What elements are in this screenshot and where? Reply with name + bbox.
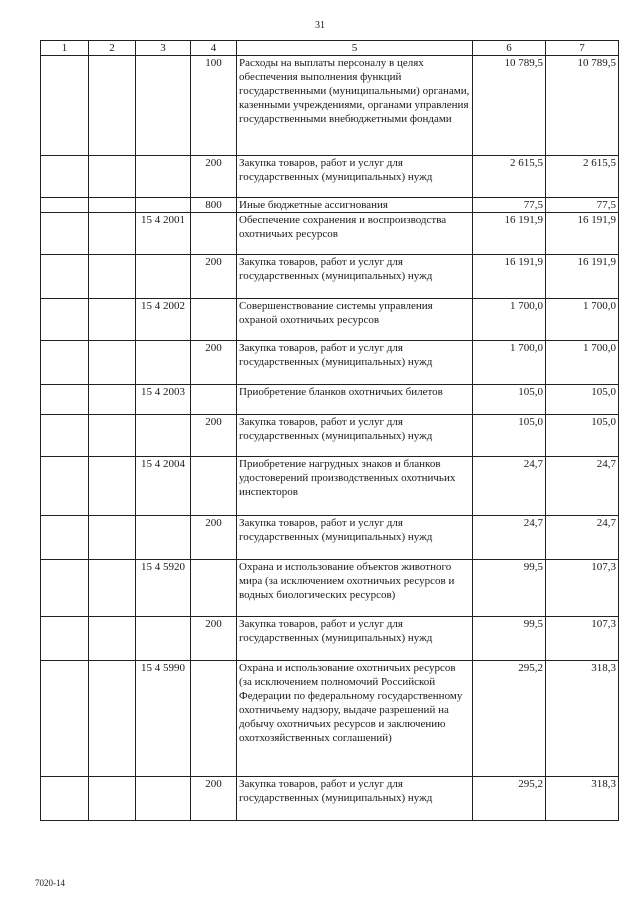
table-body xyxy=(41,56,619,821)
cell-expense-type: 200 xyxy=(191,516,237,560)
cell-amount-6: 16 191,9 xyxy=(473,255,546,299)
cell-col-1 xyxy=(41,516,89,560)
cell-amount-6: 295,2 xyxy=(473,777,546,821)
cell-description: Закупка товаров, работ и услуг для государственных (муниципальных) нужд xyxy=(237,617,473,661)
cell-amount-7: 105,0 xyxy=(546,385,619,415)
header-col-5: 5 xyxy=(237,41,473,56)
cell-expense-type xyxy=(191,299,237,341)
cell-amount-6: 295,2 xyxy=(473,661,546,777)
cell-amount-7: 16 191,9 xyxy=(546,213,619,255)
table-row xyxy=(41,777,619,821)
header-col-1: 1 xyxy=(41,41,89,56)
cell-col-2 xyxy=(89,457,136,516)
cell-amount-6: 99,5 xyxy=(473,560,546,617)
cell-amount-7: 105,0 xyxy=(546,415,619,457)
cell-target-code xyxy=(136,156,191,198)
cell-col-1 xyxy=(41,213,89,255)
cell-expense-type xyxy=(191,661,237,777)
cell-amount-7: 24,7 xyxy=(546,457,619,516)
cell-description: Приобретение нагрудных знаков и бланков удостоверений производственных охотничьих инспекторов xyxy=(237,457,473,516)
cell-col-2 xyxy=(89,777,136,821)
table-row xyxy=(41,56,619,156)
cell-expense-type: 800 xyxy=(191,198,237,213)
cell-description: Обеспечение сохранения и воспроизводства охотничьих ресурсов xyxy=(237,213,473,255)
cell-expense-type: 100 xyxy=(191,56,237,156)
cell-amount-7: 16 191,9 xyxy=(546,255,619,299)
table-row xyxy=(41,516,619,560)
header-col-6: 6 xyxy=(473,41,546,56)
cell-target-code xyxy=(136,341,191,385)
cell-col-1 xyxy=(41,198,89,213)
cell-description: Иные бюджетные ассигнования xyxy=(237,198,473,213)
cell-expense-type xyxy=(191,213,237,255)
cell-col-2 xyxy=(89,198,136,213)
cell-col-1 xyxy=(41,255,89,299)
cell-amount-7: 318,3 xyxy=(546,661,619,777)
cell-description: Закупка товаров, работ и услуг для государственных (муниципальных) нужд xyxy=(237,156,473,198)
cell-col-2 xyxy=(89,385,136,415)
cell-amount-6: 2 615,5 xyxy=(473,156,546,198)
table-row xyxy=(41,299,619,341)
budget-table xyxy=(40,40,619,821)
table-row xyxy=(41,617,619,661)
table-row xyxy=(41,661,619,777)
cell-amount-6: 1 700,0 xyxy=(473,299,546,341)
cell-amount-7: 10 789,5 xyxy=(546,56,619,156)
cell-col-2 xyxy=(89,415,136,457)
cell-description: Закупка товаров, работ и услуг для государственных (муниципальных) нужд xyxy=(237,516,473,560)
cell-amount-6: 16 191,9 xyxy=(473,213,546,255)
cell-target-code xyxy=(136,198,191,213)
table-row xyxy=(41,156,619,198)
header-col-7: 7 xyxy=(546,41,619,56)
cell-description: Охрана и использование объектов животного мира (за исключением охотничьих ресурсов и водных биологических ресурсов) xyxy=(237,560,473,617)
cell-amount-6: 24,7 xyxy=(473,516,546,560)
cell-col-2 xyxy=(89,560,136,617)
cell-expense-type: 200 xyxy=(191,255,237,299)
cell-col-1 xyxy=(41,560,89,617)
cell-col-2 xyxy=(89,255,136,299)
table-row xyxy=(41,415,619,457)
cell-col-2 xyxy=(89,299,136,341)
cell-col-1 xyxy=(41,156,89,198)
cell-amount-7: 77,5 xyxy=(546,198,619,213)
cell-amount-6: 10 789,5 xyxy=(473,56,546,156)
cell-col-1 xyxy=(41,341,89,385)
cell-expense-type xyxy=(191,560,237,617)
cell-expense-type: 200 xyxy=(191,777,237,821)
cell-target-code xyxy=(136,777,191,821)
cell-target-code xyxy=(136,516,191,560)
cell-expense-type xyxy=(191,457,237,516)
cell-col-2 xyxy=(89,213,136,255)
cell-amount-7: 24,7 xyxy=(546,516,619,560)
cell-target-code xyxy=(136,415,191,457)
cell-amount-7: 1 700,0 xyxy=(546,299,619,341)
cell-target-code xyxy=(136,56,191,156)
cell-expense-type: 200 xyxy=(191,156,237,198)
cell-description: Закупка товаров, работ и услуг для государственных (муниципальных) нужд xyxy=(237,777,473,821)
cell-amount-6: 24,7 xyxy=(473,457,546,516)
cell-expense-type: 200 xyxy=(191,617,237,661)
cell-col-2 xyxy=(89,341,136,385)
cell-description: Закупка товаров, работ и услуг для государственных (муниципальных) нужд xyxy=(237,255,473,299)
cell-amount-6: 105,0 xyxy=(473,415,546,457)
header-col-3: 3 xyxy=(136,41,191,56)
cell-col-1 xyxy=(41,661,89,777)
table-row xyxy=(41,560,619,617)
table-row xyxy=(41,198,619,213)
cell-description: Охрана и использование охотничьих ресурсов (за исключением полномочий Российской Федерации по федеральному государственному охотничьему надзору, выдаче разрешений на добычу охотничьих ресурсов и заключению охотхозяйственных соглашений) xyxy=(237,661,473,777)
header-col-4: 4 xyxy=(191,41,237,56)
cell-description: Приобретение бланков охотничьих билетов xyxy=(237,385,473,415)
cell-description: Закупка товаров, работ и услуг для государственных (муниципальных) нужд xyxy=(237,415,473,457)
table-row xyxy=(41,341,619,385)
cell-amount-7: 107,3 xyxy=(546,560,619,617)
cell-col-2 xyxy=(89,617,136,661)
cell-amount-7: 2 615,5 xyxy=(546,156,619,198)
footer-code: 7020-14 xyxy=(35,878,65,888)
cell-target-code: 15 4 2002 xyxy=(136,299,191,341)
table-row xyxy=(41,457,619,516)
cell-col-2 xyxy=(89,56,136,156)
table-row xyxy=(41,213,619,255)
cell-col-2 xyxy=(89,661,136,777)
header-row xyxy=(41,41,619,56)
cell-col-1 xyxy=(41,56,89,156)
cell-description: Расходы на выплаты персоналу в целях обеспечения выполнения функций государственными (муниципальными) органами, казенными учреждениями, органами управления государственными внебюджетными фондами xyxy=(237,56,473,156)
cell-target-code xyxy=(136,617,191,661)
cell-target-code: 15 4 2001 xyxy=(136,213,191,255)
cell-col-1 xyxy=(41,299,89,341)
header-col-2: 2 xyxy=(89,41,136,56)
cell-target-code: 15 4 5920 xyxy=(136,560,191,617)
cell-expense-type xyxy=(191,385,237,415)
table-row xyxy=(41,255,619,299)
cell-expense-type: 200 xyxy=(191,415,237,457)
cell-description: Закупка товаров, работ и услуг для государственных (муниципальных) нужд xyxy=(237,341,473,385)
cell-col-2 xyxy=(89,156,136,198)
cell-target-code: 15 4 2003 xyxy=(136,385,191,415)
cell-col-1 xyxy=(41,385,89,415)
cell-amount-6: 99,5 xyxy=(473,617,546,661)
cell-amount-7: 1 700,0 xyxy=(546,341,619,385)
cell-expense-type: 200 xyxy=(191,341,237,385)
cell-col-2 xyxy=(89,516,136,560)
cell-target-code xyxy=(136,255,191,299)
cell-amount-6: 77,5 xyxy=(473,198,546,213)
cell-amount-6: 105,0 xyxy=(473,385,546,415)
cell-col-1 xyxy=(41,617,89,661)
page-number: 31 xyxy=(315,20,325,31)
cell-col-1 xyxy=(41,457,89,516)
cell-amount-6: 1 700,0 xyxy=(473,341,546,385)
cell-col-1 xyxy=(41,777,89,821)
cell-amount-7: 107,3 xyxy=(546,617,619,661)
cell-target-code: 15 4 5990 xyxy=(136,661,191,777)
cell-amount-7: 318,3 xyxy=(546,777,619,821)
cell-col-1 xyxy=(41,415,89,457)
cell-target-code: 15 4 2004 xyxy=(136,457,191,516)
table-row xyxy=(41,385,619,415)
cell-description: Совершенствование системы управления охраной охотничьих ресурсов xyxy=(237,299,473,341)
